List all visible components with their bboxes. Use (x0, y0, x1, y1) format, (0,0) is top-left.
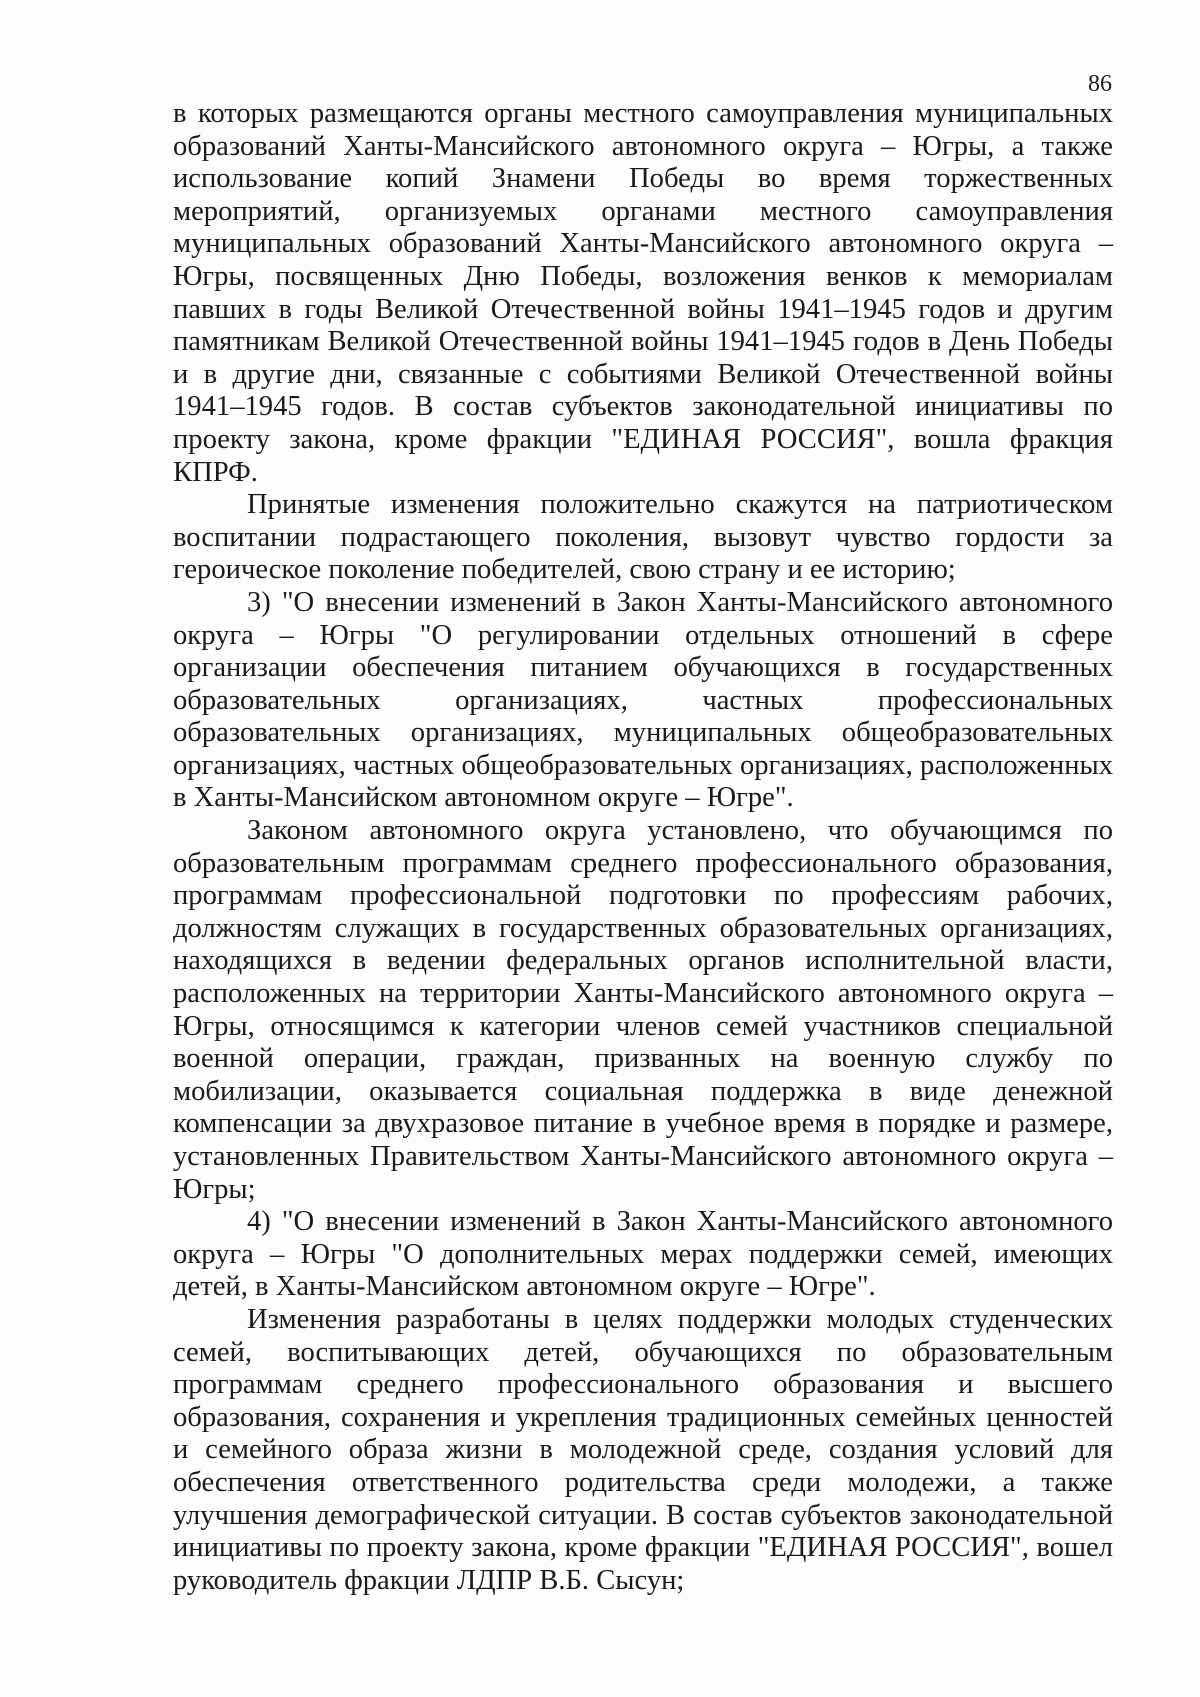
page-number: 86 (1088, 71, 1112, 97)
paragraph-student-families: Изменения разработаны в целях поддержки молодых студенческих семей, воспитывающих детей, обучающихся по образовательным программам среднего профессионального образования и высшего образования, сохранения и укрепления традиционных семейных ценностей и семейного образа жизни в молодежной среде, создания условий для обеспечения ответственного родительства среди молодежи, а также улучшения демографической ситуации. В состав субъектов законодательной инициативы по проекту закона, кроме фракции "ЕДИНАЯ РОССИЯ", вошел руководитель фракции ЛДПР В.Б. Сысун; (173, 1303, 1113, 1596)
paragraph-meal-compensation: Законом автономного округа установлено, что обучающимся по образовательным программам среднего профессионального образования, программам профессиональной подготовки по профессиям рабочих, должностям служащих в государственных образовательных организациях, находящихся в ведении федеральных органов исполнительной власти, расположенных на территории Ханты-Мансийского автономного округа – Югры, относящимся к категории членов семей участников специальной военной операции, граждан, призванных на военную службу по мобилизации, оказывается социальная поддержка в виде денежной компенсации за двухразовое питание в учебное время в порядке и размере, установленных Правительством Ханты-Мансийского автономного округа – Югры; (173, 815, 1113, 1205)
paragraph-law-item-4: 4) "О внесении изменений в Закон Ханты-Мансийского автономного округа – Югры "О дополнительных мерах поддержки семей, имеющих детей, в Ханты-Мансийском автономном округе – Югре". (173, 1206, 1113, 1303)
document-body (173, 98, 1113, 1597)
paragraph-patriotic-upbringing: Принятые изменения положительно скажутся на патриотическом воспитании подрастающего поколения, вызовут чувство гордости за героическое поколение победителей, свою страну и ее историю; (173, 489, 1113, 586)
paragraph-law-item-3: 3) "О внесении изменений в Закон Ханты-Мансийского автономного округа – Югры "О регулировании отдельных отношений в сфере организации обеспечения питанием обучающихся в государственных образовательных организациях, частных профессиональных образовательных организациях, муниципальных общеобразовательных организациях, частных общеобразовательных организациях, расположенных в Ханты-Мансийском автономном округе – Югре". (173, 586, 1113, 814)
paragraph-continuation: в которых размещаются органы местного самоуправления муниципальных образований Ханты-Мансийского автономного округа – Югры, а также использование копий Знамени Победы во время торжественных мероприятий, организуемых органами местного самоуправления муниципальных образований Ханты-Мансийского автономного округа – Югры, посвященных Дню Победы, возложения венков к мемориалам павших в годы Великой Отечественной войны 1941–1945 годов и другим памятникам Великой Отечественной войны 1941–1945 годов в День Победы и в другие дни, связанные с событиями Великой Отечественной войны 1941–1945 годов. В состав субъектов законодательной инициативы по проекту закона, кроме фракции "ЕДИНАЯ РОССИЯ", вошла фракция КПРФ. (173, 98, 1113, 488)
